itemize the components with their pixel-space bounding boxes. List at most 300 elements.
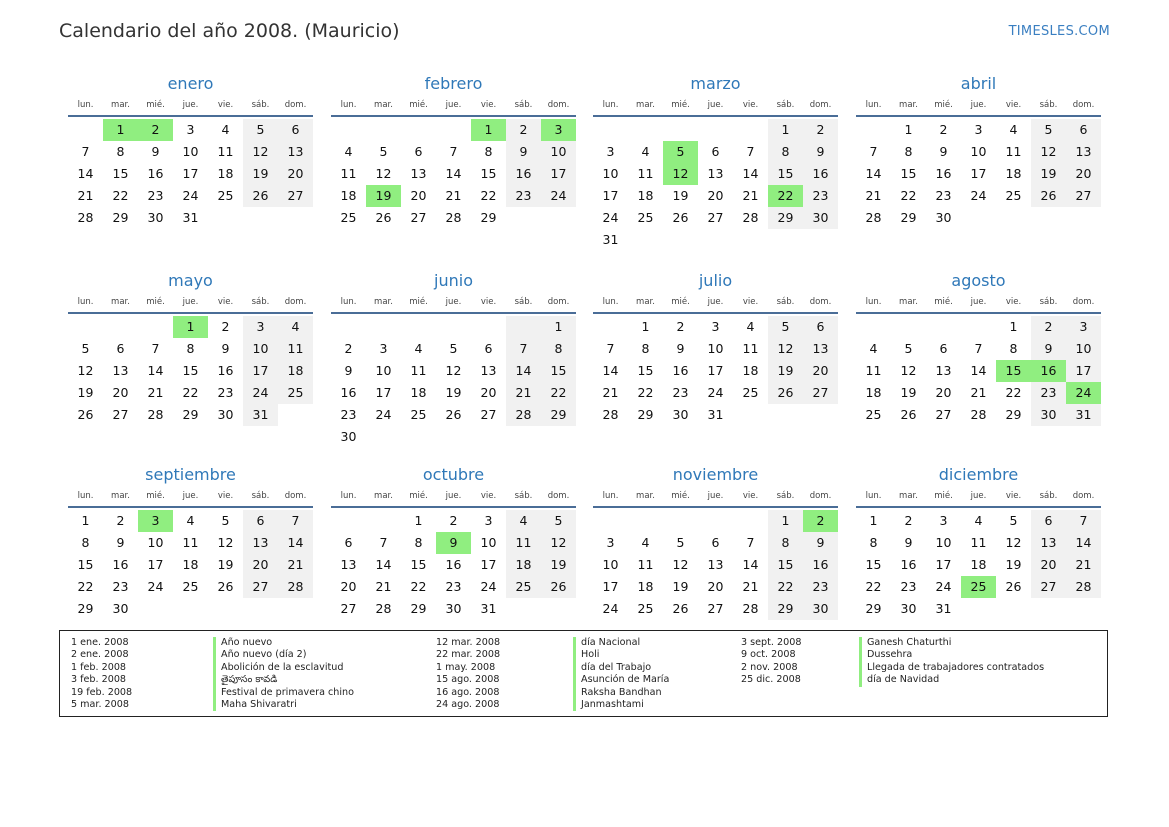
day-cell: 15 [480,166,497,181]
day-cell: 15 [410,557,427,572]
empty-cell [366,510,401,532]
day-cell: 17 [147,557,164,572]
legend-date: 2 ene. 2008 [71,649,129,661]
empty-cell [103,316,138,338]
day-cell: 12 [1031,141,1066,163]
weekday-label: jue. [445,491,462,501]
month-title: junio [434,271,473,290]
legend-holiday-name: Llegada de trabajadores contratados [867,661,1045,673]
day-cell: 31 [602,232,619,247]
week-row [856,185,1101,207]
week-row [593,141,838,163]
weekday-label: jue. [182,297,199,307]
day-cell: 29 [768,598,803,620]
day-cell: 18 [340,188,357,203]
day-cell: 22 [541,382,576,404]
weekday-label: mié. [409,100,428,110]
day-cell: 21 [602,385,619,400]
day-cell: 21 [742,188,759,203]
week-row [593,207,838,229]
weekday-label: dom. [284,491,307,501]
day-cell: 16 [672,363,689,378]
day-cell: 8 [186,341,195,356]
weekday-label: lun. [340,100,357,110]
day-cell: 6 [484,341,493,356]
day-cell: 8 [904,144,913,159]
day-cell: 28 [77,210,94,225]
empty-cell [243,598,278,620]
week-row [331,316,576,338]
day-cell: 4 [186,513,195,528]
day-cell: 21 [147,385,164,400]
day-cell: 11 [182,535,199,550]
day-cell: 4 [641,144,650,159]
day-cell: 13 [1066,141,1101,163]
weekday-label: mié. [671,100,690,110]
day-cell: 20 [480,385,497,400]
day-cell: 17 [707,363,724,378]
day-cell: 29 [541,404,576,426]
day-cell: 20 [112,385,129,400]
weekday-label: lun. [77,491,94,501]
week-row [68,163,313,185]
day-cell: 10 [375,363,392,378]
week-row [856,404,1101,426]
day-cell: 2 [803,119,838,141]
day-cell: 3 [974,122,983,137]
week-row [593,404,838,426]
day-cell: 9 [344,363,353,378]
weekday-label: vie. [742,491,759,501]
weekday-label: jue. [182,100,199,110]
week-row [68,576,313,598]
legend-holiday-name: Abolición de la esclavitud [221,661,344,673]
week-row [331,185,576,207]
day-cell: 28 [602,407,619,422]
day-cell: 17 [243,360,278,382]
day-cell: 15 [112,166,129,181]
weekday-header [331,293,576,311]
week-row [68,554,313,576]
day-cell: 16 [147,166,164,181]
day-cell: 17 [602,579,619,594]
weekday-label: sáb. [514,100,533,110]
week-row [331,576,576,598]
day-cell: 13 [707,166,724,181]
weekday-header [856,487,1101,505]
day-cell: 17 [480,557,497,572]
day-cell: 9 [803,141,838,163]
weekday-label: jue. [707,297,724,307]
divider [593,312,838,314]
day-cell: 5 [676,535,685,550]
weekday-label: mié. [146,297,165,307]
day-cell: 6 [278,119,313,141]
day-cell: 17 [375,385,392,400]
empty-cell [628,119,663,141]
day-cell: 19 [541,554,576,576]
day-cell: 30 [672,407,689,422]
day-cell: 4 [221,122,230,137]
weekday-label: lun. [602,100,619,110]
weekday-label: sáb. [776,100,795,110]
day-cell: 16 [340,385,357,400]
day-cell: 27 [340,601,357,616]
day-cell: 22 [410,579,427,594]
day-cell: 30 [803,598,838,620]
weekday-header [68,487,313,505]
divider [68,506,313,508]
legend-date: 22 mar. 2008 [436,649,501,661]
day-cell: 17 [602,188,619,203]
day-cell: 11 [506,532,541,554]
weekday-label: vie. [217,297,234,307]
week-row [68,382,313,404]
weekday-label: jue. [970,491,987,501]
day-cell: 19 [900,385,917,400]
day-cell: 21 [506,382,541,404]
empty-cell [663,510,698,532]
day-cell: 28 [147,407,164,422]
empty-cell [1066,598,1101,620]
weekday-label: vie. [217,100,234,110]
day-cell: 23 [1031,382,1066,404]
legend-date: 12 mar. 2008 [436,637,501,648]
day-cell: 10 [602,557,619,572]
empty-cell [628,510,663,532]
empty-cell [436,426,471,448]
day-cell: 16 [112,557,129,572]
day-cell: 2 [904,513,913,528]
day-cell: 7 [379,535,388,550]
day-cell: 25 [182,579,199,594]
day-cell: 20 [935,385,952,400]
week-row [593,185,838,207]
month-enero [68,72,313,229]
day-cell: 13 [278,141,313,163]
day-cell: 7 [278,510,313,532]
empty-cell [996,598,1031,620]
day-cell: 25 [961,576,996,598]
week-row [331,598,576,620]
day-cell: 15 [77,557,94,572]
divider [331,115,576,117]
month-title: mayo [168,271,213,290]
weekday-label: jue. [970,100,987,110]
day-cell: 3 [484,513,493,528]
week-row [856,207,1101,229]
day-cell: 12 [445,363,462,378]
day-cell: 2 [116,513,125,528]
legend-date: 9 oct. 2008 [741,649,796,661]
day-cell: 31 [935,601,952,616]
weekday-label: mar. [111,100,130,110]
day-cell: 13 [707,557,724,572]
day-cell: 2 [138,119,173,141]
day-cell: 5 [243,119,278,141]
empty-cell [541,426,576,448]
day-cell: 11 [637,557,654,572]
legend-holiday-name: Año nuevo [221,637,273,648]
day-cell: 2 [506,119,541,141]
empty-cell [208,207,243,229]
month-diciembre [856,463,1101,620]
weekday-label: dom. [284,297,307,307]
legend-dates [741,637,801,687]
legend-names [573,637,669,711]
day-cell: 17 [541,163,576,185]
day-cell: 27 [1066,185,1101,207]
week-row [593,163,838,185]
day-cell: 1 [414,513,423,528]
week-row [331,207,576,229]
day-cell: 9 [939,144,948,159]
empty-cell [1031,207,1066,229]
day-cell: 9 [904,535,913,550]
day-cell: 12 [672,557,689,572]
day-cell: 14 [602,363,619,378]
empty-cell [541,207,576,229]
day-cell: 26 [900,407,917,422]
legend-date: 2 nov. 2008 [741,661,798,673]
day-cell: 12 [243,141,278,163]
weekday-label: lun. [865,100,882,110]
day-cell: 12 [375,166,392,181]
weekday-label: mié. [409,491,428,501]
day-cell: 15 [865,557,882,572]
day-cell: 13 [935,363,952,378]
empty-cell [541,598,576,620]
day-cell: 14 [865,166,882,181]
day-cell: 5 [768,316,803,338]
day-cell: 1 [1009,319,1018,334]
week-row [856,532,1101,554]
empty-cell [698,119,733,141]
legend-holiday-name: తైపూసం కావడి [221,674,278,686]
day-cell: 7 [449,144,458,159]
month-marzo [593,72,838,251]
day-cell: 10 [935,535,952,550]
empty-cell [891,316,926,338]
day-cell: 23 [803,576,838,598]
day-cell: 9 [676,341,685,356]
day-cell: 24 [147,579,164,594]
month-julio [593,269,838,426]
day-cell: 1 [641,319,650,334]
day-cell: 18 [410,385,427,400]
day-cell: 23 [217,385,234,400]
day-cell: 29 [1005,407,1022,422]
day-cell: 26 [541,576,576,598]
day-cell: 11 [217,144,234,159]
empty-cell [663,229,698,251]
day-cell: 15 [996,360,1031,382]
day-cell: 13 [340,557,357,572]
day-cell: 16 [900,557,917,572]
brand-link[interactable]: TIMESLES.COM [1008,24,1110,39]
day-cell: 20 [243,554,278,576]
legend-holiday-name: Año nuevo (día 2) [221,649,307,661]
weekday-label: mié. [671,297,690,307]
day-cell: 25 [1005,188,1022,203]
day-cell: 1 [768,510,803,532]
day-cell: 3 [186,122,195,137]
day-cell: 7 [869,144,878,159]
day-cell: 6 [414,144,423,159]
day-cell: 21 [1066,554,1101,576]
weekday-label: lun. [602,491,619,501]
weekday-label: mar. [899,297,918,307]
legend-holiday-name: día Nacional [581,637,641,648]
day-cell: 5 [904,341,913,356]
day-cell: 23 [340,407,357,422]
day-cell: 15 [182,363,199,378]
day-cell: 1 [541,316,576,338]
day-cell: 14 [742,166,759,181]
month-title: diciembre [938,465,1019,484]
week-row [856,119,1101,141]
day-cell: 25 [506,576,541,598]
day-cell: 21 [445,188,462,203]
weekday-header [856,96,1101,114]
weekday-label: lun. [865,491,882,501]
day-cell: 31 [182,210,199,225]
day-cell: 21 [375,579,392,594]
day-cell: 2 [449,513,458,528]
month-mayo [68,269,313,426]
day-cell: 26 [768,382,803,404]
day-cell: 11 [865,363,882,378]
week-row [856,598,1101,620]
day-cell: 19 [768,360,803,382]
day-cell: 23 [112,579,129,594]
day-cell: 7 [81,144,90,159]
day-cell: 6 [803,316,838,338]
day-cell: 11 [410,363,427,378]
month-septiembre [68,463,313,620]
day-cell: 10 [480,535,497,550]
day-cell: 27 [243,576,278,598]
weekday-label: dom. [284,100,307,110]
empty-cell [698,510,733,532]
legend-names [859,637,1044,687]
week-row [593,554,838,576]
month-title: julio [698,271,733,290]
day-cell: 19 [672,579,689,594]
day-cell: 4 [746,319,755,334]
day-cell: 3 [1066,316,1101,338]
day-cell: 7 [606,341,615,356]
day-cell: 24 [970,188,987,203]
weekday-label: mié. [146,100,165,110]
day-cell: 29 [768,207,803,229]
empty-cell [436,119,471,141]
legend-date: 1 may. 2008 [436,661,496,673]
empty-cell [366,119,401,141]
legend-holiday-name: Festival de primavera chino [221,686,354,698]
month-title: octubre [422,465,485,484]
empty-cell [506,598,541,620]
week-row [593,532,838,554]
week-row [331,119,576,141]
day-cell: 14 [375,557,392,572]
empty-cell [926,316,961,338]
day-cell: 4 [974,513,983,528]
week-row [593,360,838,382]
day-cell: 24 [935,579,952,594]
weekday-label: vie. [1005,491,1022,501]
day-cell: 1 [103,119,138,141]
day-cell: 30 [147,210,164,225]
day-cell: 14 [506,360,541,382]
day-cell: 26 [672,601,689,616]
empty-cell [803,404,838,426]
empty-cell [506,426,541,448]
day-cell: 17 [970,166,987,181]
divider [68,312,313,314]
weekday-label: sáb. [251,491,270,501]
month-title: septiembre [145,465,236,484]
day-cell: 1 [869,513,878,528]
empty-cell [278,207,313,229]
day-cell: 17 [1066,360,1101,382]
weekday-label: sáb. [251,297,270,307]
day-cell: 13 [112,363,129,378]
day-cell: 9 [436,532,471,554]
day-cell: 8 [768,532,803,554]
day-cell: 8 [81,535,90,550]
weekday-header [68,96,313,114]
day-cell: 23 [803,185,838,207]
day-cell: 2 [344,341,353,356]
day-cell: 3 [243,316,278,338]
day-cell: 4 [414,341,423,356]
day-cell: 10 [1066,338,1101,360]
day-cell: 24 [182,188,199,203]
day-cell: 13 [410,166,427,181]
day-cell: 11 [340,166,357,181]
legend-date: 25 dic. 2008 [741,674,801,686]
day-cell: 24 [480,579,497,594]
empty-cell [961,598,996,620]
divider [856,506,1101,508]
empty-cell [68,316,103,338]
weekday-label: sáb. [1039,100,1058,110]
legend-date: 3 feb. 2008 [71,674,127,686]
day-cell: 30 [340,429,357,444]
day-cell: 15 [768,554,803,576]
day-cell: 21 [278,554,313,576]
month-junio [331,269,576,448]
day-cell: 14 [445,166,462,181]
empty-cell [471,426,506,448]
day-cell: 5 [663,141,698,163]
day-cell: 1 [768,119,803,141]
day-cell: 26 [445,407,462,422]
week-row [331,510,576,532]
week-row [68,510,313,532]
legend-date: 24 ago. 2008 [436,698,500,710]
day-cell: 18 [278,360,313,382]
day-cell: 18 [970,557,987,572]
day-cell: 23 [900,579,917,594]
day-cell: 3 [541,119,576,141]
day-cell: 23 [147,188,164,203]
day-cell: 19 [366,185,401,207]
empty-cell [506,207,541,229]
month-title: noviembre [672,465,759,484]
day-cell: 9 [803,532,838,554]
